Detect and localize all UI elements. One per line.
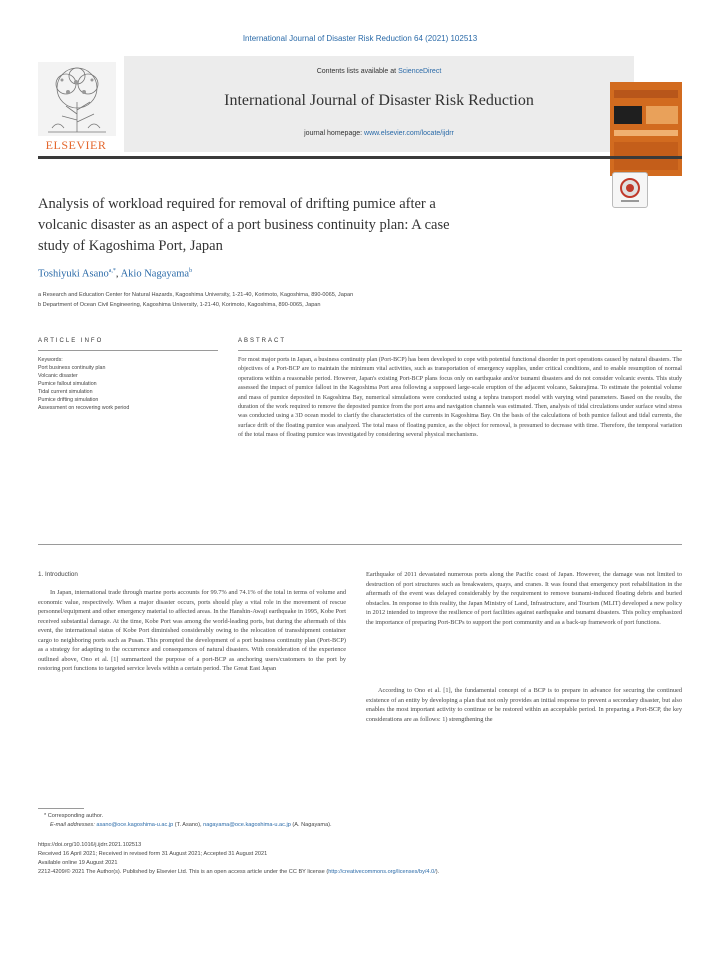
email-line — [50, 821, 332, 829]
section-heading: 1. Introduction — [38, 571, 78, 578]
homepage-prefix: journal homepage: — [304, 130, 363, 137]
keyword-item: Port business continuity plan — [38, 365, 106, 371]
author-separator: , — [115, 268, 121, 280]
cover-art-icon — [610, 82, 682, 176]
title-line-2: volcanic disaster as an aspect of a port business continuity plan: A case — [38, 217, 450, 233]
homepage-line — [124, 130, 634, 137]
online-date: Available online 19 August 2021 — [38, 860, 118, 866]
sciencedirect-link[interactable]: ScienceDirect — [398, 68, 442, 75]
footnote-rule — [38, 808, 84, 809]
elsevier-tree-icon — [38, 62, 116, 136]
keywords-block — [38, 356, 218, 412]
title-line-3: study of Kagoshima Port, Japan — [38, 238, 223, 254]
author-1[interactable]: Toshiyuki Asano — [38, 268, 109, 280]
contents-line — [124, 68, 634, 75]
license-suffix: ). — [435, 869, 440, 875]
check-for-updates-icon — [613, 173, 647, 207]
journal-header — [38, 56, 682, 154]
keyword-item: Pumice fallout simulation — [38, 381, 97, 387]
abstract-heading: ABSTRACT — [238, 338, 287, 344]
email-label: E-mail addresses: — [50, 822, 95, 828]
license-line — [38, 868, 688, 876]
contents-prefix: Contents lists available at — [316, 68, 397, 75]
elsevier-logo — [38, 62, 116, 150]
journal-title: International Journal of Disaster Risk Reduction — [224, 92, 534, 109]
journal-homepage-link[interactable]: www.elsevier.com/locate/ijdrr — [364, 130, 454, 137]
keyword-item: Pumice drifting simulation — [38, 397, 99, 403]
article-title — [38, 194, 578, 257]
title-line-1: Analysis of workload required for removal of drifting pumice after a — [38, 196, 436, 212]
keyword-item: Volcanic disaster — [38, 373, 78, 379]
email-2-link[interactable]: nagayama@oce.kagoshima-u.ac.jp — [203, 822, 291, 828]
body-col1-paragraph: In Japan, international trade through marine ports accounts for 99.7% and 74.1% of the total in terms of volume and economic value, respectively. When a major disaster occurs, ports should play a vital role in the movement of rescue personnel/equipment and other emergency material to affected areas. In the Hanshin-Awaji earthquake in 1995, Kobe Port received substantial damage. At the time, Kobe Port was among the world-leading ports, but during the aftermath of this event, the international status of Kobe Port diminished considerably owing to the relocation of transshipment container cargo to neighboring ports such as Pusan. This prompted the development of a port business continuity plan (Port-BCP) as a strategy for adapting to the occurrence and consequences of natural disasters. With consideration of the experience outlined above, Ono et al. [1] summarized the purpose of a port-BCP as anchoring users/customers to the port by restoring port functions to targeted service levels within a certain period. The Great East Japan — [38, 589, 346, 673]
doi-link[interactable]: https://doi.org/10.1016/j.ijdrr.2021.102513 — [38, 842, 142, 848]
abstract-bottom-rule — [38, 544, 682, 545]
journal-cover-image — [610, 82, 682, 176]
keywords-label: Keywords: — [38, 357, 63, 363]
author-2[interactable]: Akio Nagayama — [120, 268, 190, 280]
author-line — [38, 268, 192, 280]
corresponding-author-note: * Corresponding author. — [44, 813, 104, 819]
header-rule — [38, 156, 682, 159]
check-for-updates-button[interactable] — [612, 172, 648, 208]
journal-banner — [124, 56, 634, 152]
article-info-rule — [38, 350, 218, 351]
affiliation-b: b Department of Ocean Civil Engineering, Kagoshima University, 1-21-40, Korimoto, Kagoshima, 890-0065, Japan — [38, 302, 321, 308]
license-prefix: 2212-4209/© 2021 The Author(s). Published by Elsevier Ltd. This is an open access article under the CC BY license ( — [38, 869, 329, 875]
received-dates: Received 16 April 2021; Received in revised form 31 August 2021; Accepted 31 August 2021 — [38, 851, 268, 857]
affiliation-a: a Research and Education Center for Natural Hazards, Kagoshima University, 1-21-40, Korimoto, Kagoshima, 890-0065, Japan — [38, 292, 354, 298]
publisher-name: ELSEVIER — [45, 138, 107, 152]
author-2-marks: b — [189, 268, 193, 274]
license-link[interactable]: http://creativecommons.org/licenses/by/4.0/ — [328, 869, 436, 875]
body-col2-paragraph-2: According to Ono et al. [1], the fundamental concept of a BCP is to prepare in advance for securing the continued existence of an entity by developing a plan that not only provides an initial response to prevent a secondary disaster, but also enables the most important activity to continue or be restored within an acceptable period. In preparing a Port-BCP, the key considerations are as follows: 1) strengthening the — [366, 687, 682, 723]
keyword-item: Tidal current simulation — [38, 389, 93, 395]
email-2-name: (A. Nagayama). — [290, 822, 332, 828]
abstract-rule — [238, 350, 682, 351]
author-1-marks: a,* — [108, 268, 116, 274]
article-info-heading: ARTICLE INFO — [38, 338, 104, 344]
email-1-link[interactable]: asano@oce.kagoshima-u.ac.jp — [96, 822, 174, 828]
keyword-item: Assessment on recovering work period — [38, 405, 130, 411]
body-col2-paragraph-1: Earthquake of 2011 devastated numerous ports along the Pacific coast of Japan. However, the damage was not limited to destruction of port structures such as breakwaters, quays, and cranes. It was found that emergency port rehabilitation in the aftermath of the event was delayed considerably by the requirement to remove tsunami-induced floating debris and buried obstacles. In response to this reality, the Japan Ministry of Land, Infrastructure, and Tourism (MLIT) developed a new policy in 2012 intended to improve the resilience of port facilities against earthquake and tsunami disasters. This policy emphasized the importance of preparing Port-BCPs to support the port community and as a back-up framework of port functions. — [366, 571, 682, 626]
running-header: International Journal of Disaster Risk Reduction 64 (2021) 102513 — [242, 34, 478, 43]
email-1-name: (T. Asano), — [173, 822, 204, 828]
abstract-text: For most major ports in Japan, a business continuity plan (Port-BCP) has been developed to cope with potential functional disorder in port operations caused by natural disasters. The objectives of a Port-BCP are to maintain the minimum vital activities, such as transportation of emergency supplies, under critical conditions, and to enable resumption of normal operations within a reasonable period. However, Japan's existing Port-BCP plans focus only on earthquake and/or tsunami disasters and do not consider volcanic events. This study assessed the impact of pumice fallout in the Kagoshima Port area following a supposed large-scale eruption of the adjacent volcano, Sakurajima. To estimate the potential volume and mass of pumice deposited in Kagoshima Bay, numerical simulations were conducted using a tephra transport model with varying wind parameters. Based on the results, the duration of the work required to remove the deposited pumice from the port area and navigation channels was estimated. Then, analysis of tidal circulations under surface wind stress was conducted using a 3D ocean model to clarify the characteristics of the currents in Kagoshima Bay. On the basis of the calculations of both pumice fallout and tidal currents, the surface drift of the floating pumice was analyzed. The total mass of floating pumice, as the object for removal, is presumed to decrease with time. Therefore, the temporal variation of the total mass of floating pumice was investigated by considering several physical mechanisms. — [238, 357, 682, 439]
